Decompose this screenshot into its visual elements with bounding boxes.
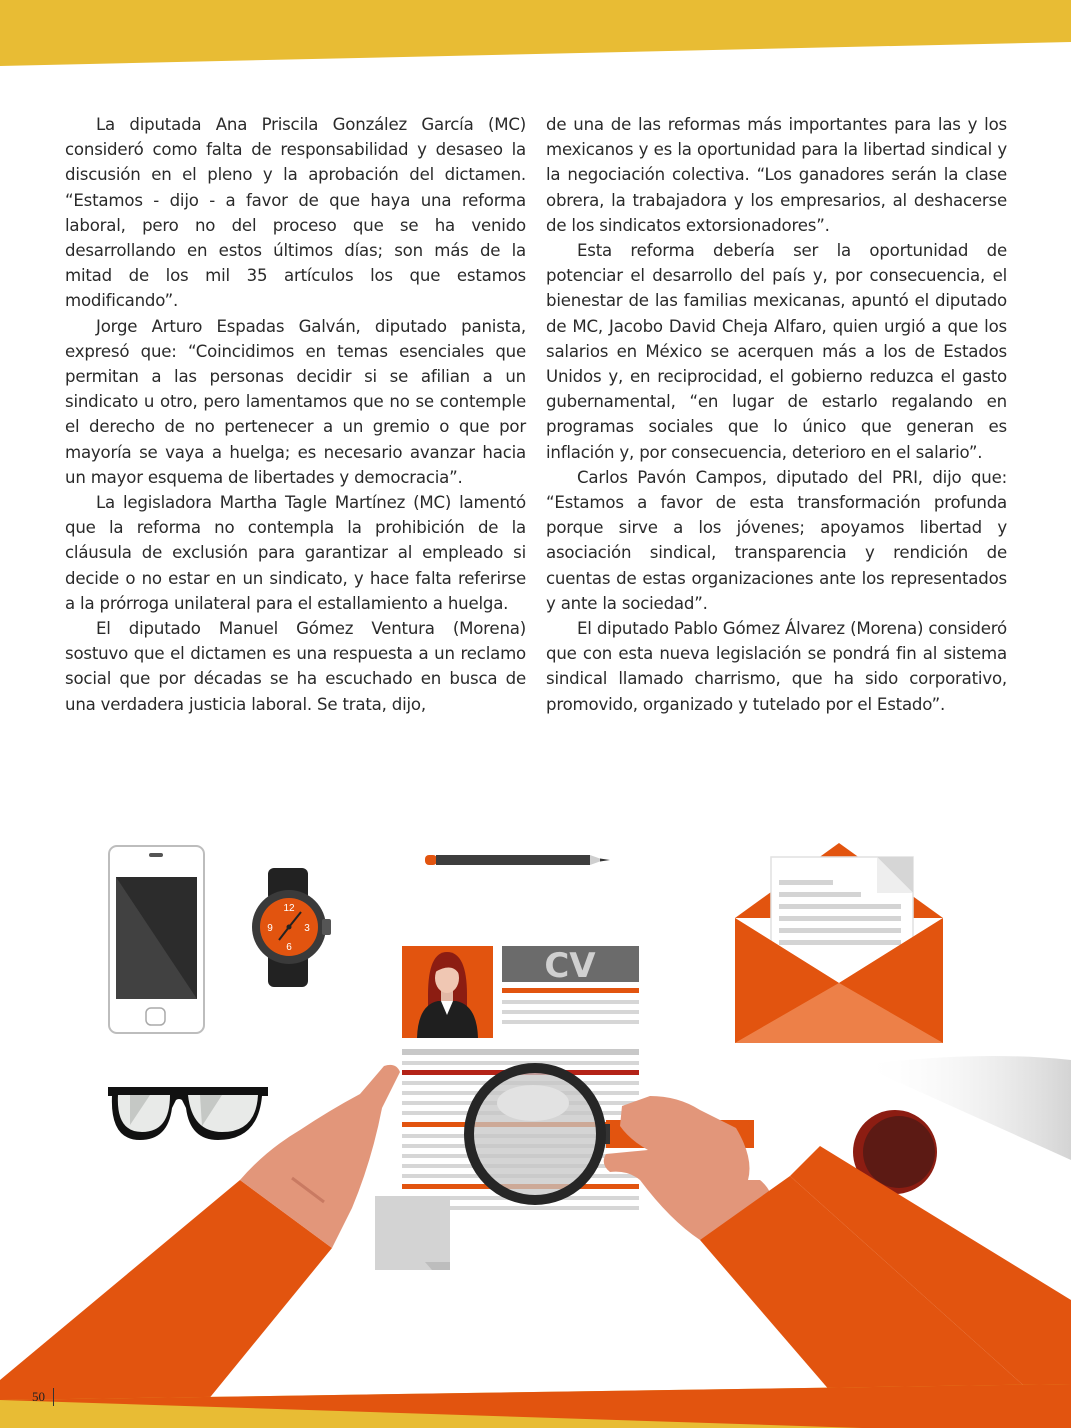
wristwatch-icon <box>252 868 331 987</box>
cv-review-illustration <box>0 800 1071 1428</box>
column-left <box>65 112 526 717</box>
right-arm <box>604 1096 1071 1428</box>
paragraph-continued: de una de las reformas más importantes para las y los mexicanos y es la oportunidad para la libertad sindical y la negociación colectiva. “Los ganadores serán la clase obrera, la trabajadora y los empresarios, al deshacerse de los sindicatos extorsionadores”. <box>546 115 1007 235</box>
top-yellow-band <box>0 0 1071 70</box>
svg-text:12: 12 <box>283 903 295 914</box>
article-body <box>65 112 1007 717</box>
paragraph: La diputada Ana Priscila González García (MC) consideró como falta de responsabilidad y desaseo la discusión en el pleno y la aprobación del dictamen. “Estamos - dijo - a favor de que haya una reforma laboral, pero no del proceso que se ha venido desarrollando en estos últimos días; son más de la mitad de los mil 35 artículos los que estamos modificando”. <box>65 115 526 311</box>
paragraph: Esta reforma debería ser la oportunidad de potenciar el desarrollo del país y, por consecuencia, el bienestar de las familias mexicanas, apuntó el diputado de MC, Jacobo David Cheja Alfaro, quien urgió a que los salarios en México se acerquen más a los de Estados Unidos y, en reciprocidad, el gobierno reduzca el gasto gubernamental, “en lugar de estarlo regalando en programas sociales que lo único que generan es inflación y, por consecuencia, deterioro en el salario”. <box>546 241 1007 462</box>
column-right <box>546 112 1007 717</box>
paragraph: Jorge Arturo Espadas Galván, diputado panista, expresó que: “Coincidimos en temas esenciales que permitan a las personas decidir si se afilian a un sindicato u otro, pero lamentamos que no se contemple el derecho de no pertenecer a un gremio o que por mayoría se vaya a huelga; es necesario avanzar hacia un mayor esquema de libertades y democracia”. <box>65 316 526 487</box>
paragraph: El diputado Pablo Gómez Álvarez (Morena) consideró que con esta nueva legislación se pondrá fin al sistema sindical llamado charrismo, que ha sido corporativo, promovido, organizado y tutelado por el Estado”. <box>546 619 1007 714</box>
svg-text:9: 9 <box>267 923 273 934</box>
glasses-icon <box>108 1087 268 1140</box>
svg-text:3: 3 <box>304 923 310 934</box>
smartphone-icon <box>109 846 204 1033</box>
pencil-icon <box>425 855 610 865</box>
page-number: 50 <box>32 1388 54 1406</box>
envelope-icon <box>735 843 943 1043</box>
paragraph: Carlos Pavón Campos, diputado del PRI, dijo que: “Estamos a favor de esta transformación profunda porque sirve a los jóvenes; apoyamos libertad y asociación sindical, transparencia y rendición de cuentas de estas organizaciones ante los representados y ante la sociedad”. <box>546 467 1007 613</box>
paragraph: El diputado Manuel Gómez Ventura (Morena) sostuvo que el dictamen es una respuesta a un reclamo social que por décadas se ha escuchado en busca de una verdadera justicia laboral. Se trata, dijo, <box>65 619 526 714</box>
svg-text:6: 6 <box>286 942 292 953</box>
cv-title: CV <box>544 946 596 986</box>
paragraph: La legisladora Martha Tagle Martínez (MC) lamentó que la reforma no contempla la prohibición de la cláusula de exclusión para garantizar al empleado si decide o no estar en un sindicato, y hace falta referirse a la prórroga unilateral para el estallamiento a huelga. <box>65 493 526 613</box>
